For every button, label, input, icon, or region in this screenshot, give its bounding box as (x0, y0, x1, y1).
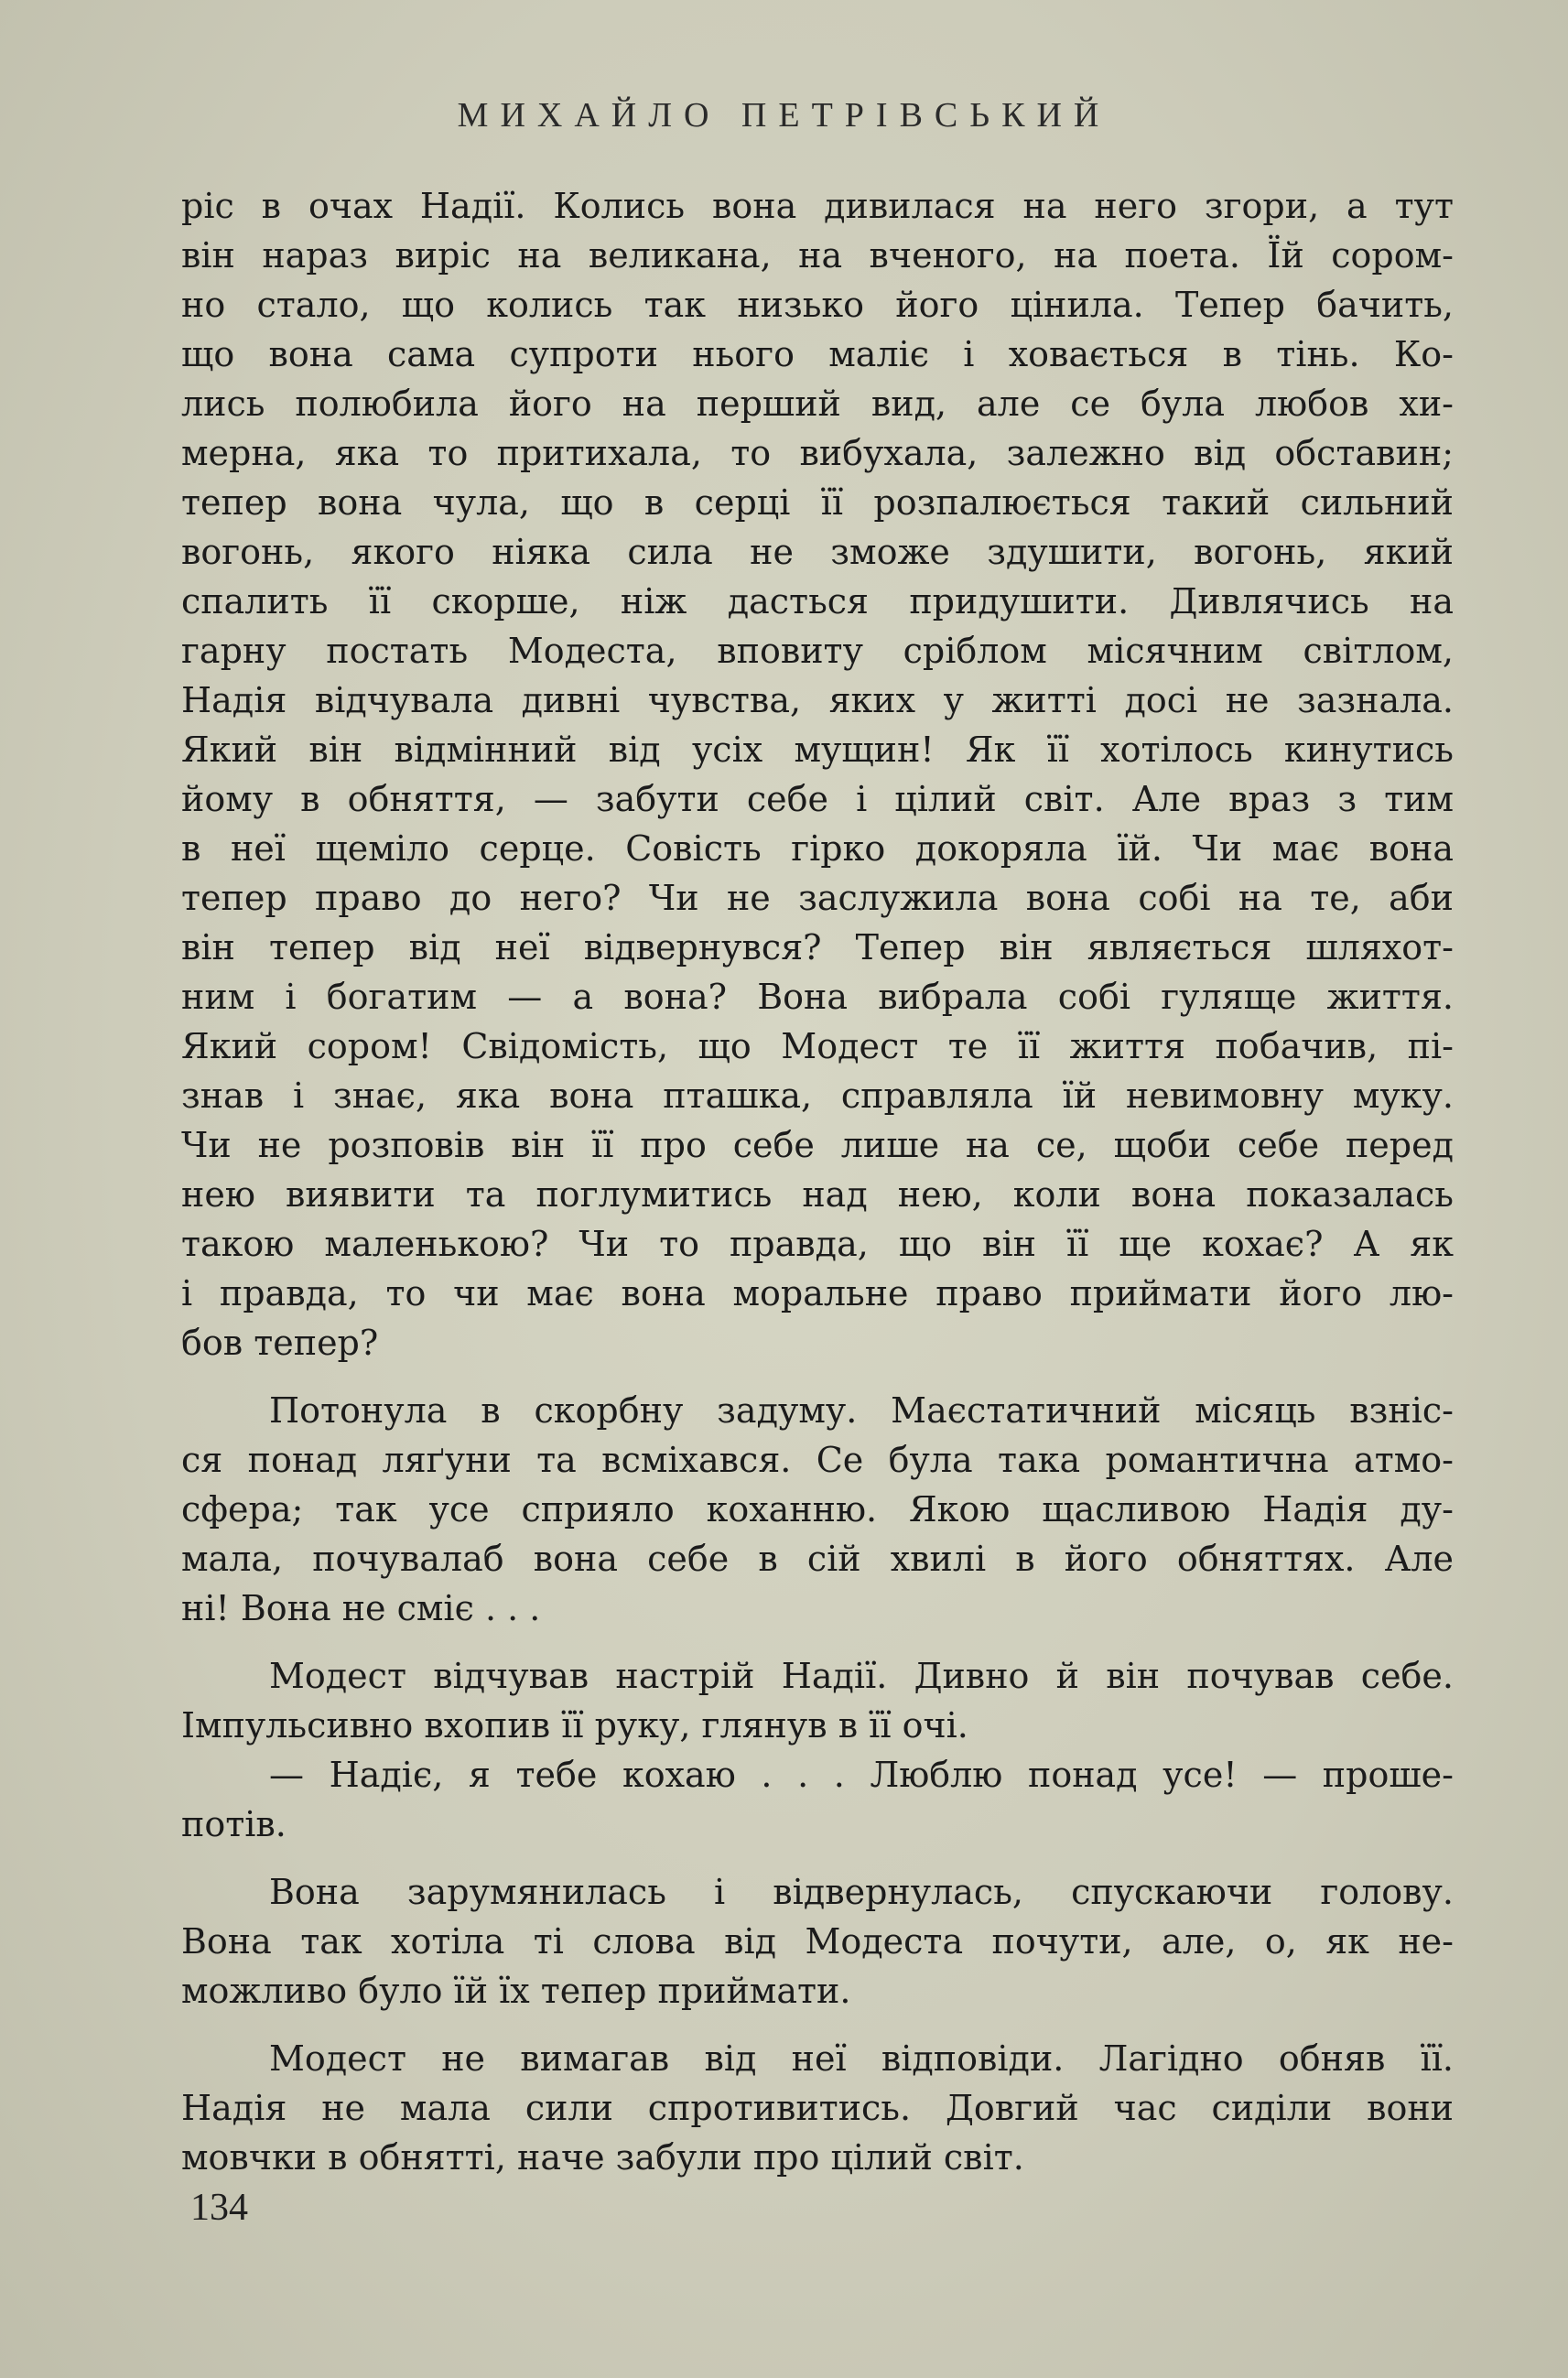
paragraph-6 (181, 2034, 1454, 2182)
text-line: Надія не мала сили спротивитись. Довгий час сиділи вони (181, 2088, 1454, 2128)
text-line: Модест відчував настрій Надії. Дивно й він почував себе. (269, 1656, 1454, 1696)
paragraph-2 (181, 1386, 1454, 1633)
text-line: лись полюбила його на перший вид, але се була любов хи- (181, 384, 1454, 424)
text-line: бов тепер? (181, 1323, 379, 1363)
text-line: і правда, то чи має вона моральне право приймати його лю- (181, 1273, 1454, 1313)
text-line: Потонула в скорбну задуму. Маєстатичний місяць взніс- (269, 1390, 1454, 1431)
text-line: Який він відмінний від усіх мущин! Як її хотілось кинутись (181, 730, 1454, 770)
text-line: Надія відчувала дивні чувства, яких у житті досі не зазнала. (181, 680, 1454, 720)
text-line: Імпульсивно вхопив її руку, глянув в її очі. (181, 1705, 968, 1746)
text-line: мала, почувалаб вона себе в сій хвилі в його обняттях. Але (181, 1539, 1454, 1579)
text-line: тепер вона чула, що в серці її розпалюється такий сильний (181, 482, 1454, 523)
text-line: в неї щеміло серце. Совість гірко докоряла їй. Чи має вона (181, 828, 1454, 869)
text-line: знав і знає, яка вона пташка, справляла їй невимовну муку. (181, 1076, 1454, 1116)
text-line: нею виявити та поглумитись над нею, коли вона показалась (181, 1174, 1454, 1215)
text-line: мерна, яка то притихала, то вибухала, залежно від обставин; (181, 433, 1454, 473)
text-line: ся понад ляґуни та всміхався. Се була така романтична атмо- (181, 1440, 1454, 1480)
text-line: ні! Вона не сміє . . . (181, 1588, 541, 1628)
page-number: 134 (190, 2187, 248, 2229)
text-line: тепер право до него? Чи не заслужила вона собі на те, аби (181, 878, 1454, 918)
text-line: — Надіє, я тебе кохаю . . . Люблю понад усе! — проше- (269, 1755, 1454, 1795)
text-line: можливо було їй їх тепер приймати. (181, 1971, 851, 2011)
text-line: йому в обняття, — забути себе і цілий світ. Але враз з тим (181, 779, 1454, 819)
text-line: Модест не вимагав від неї відповіди. Лагідно обняв її. (269, 2038, 1454, 2079)
paragraph-5 (181, 1867, 1454, 2016)
text-line: ним і богатим — а вона? Вона вибрала собі гуляще життя. (181, 977, 1454, 1017)
text-line: потів. (181, 1804, 287, 1844)
text-line: він нараз виріс на великана, на вченого, на поета. Їй сором- (181, 235, 1454, 276)
text-line: мовчки в обнятті, наче забули про цілий світ. (181, 2137, 1024, 2178)
text-line: спалить її скорше, ніж дасться придушити. Дивлячись на (181, 581, 1454, 622)
text-line: що вона сама супроти нього маліє і ховається в тінь. Ко- (181, 334, 1454, 374)
body-text (181, 181, 1454, 2182)
running-header: МИХАЙЛО ПЕТРІВСЬКИЙ (457, 96, 1111, 135)
text-line: він тепер від неї відвернувся? Тепер він являється шляхот- (181, 927, 1454, 967)
text-line: Вона так хотіла ті слова від Модеста почути, але, о, як не- (181, 1921, 1454, 1962)
text-line: вогонь, якого ніяка сила не зможе здушити, вогонь, який (181, 532, 1454, 572)
text-line: гарну постать Модеста, вповиту сріблом місячним світлом, (181, 631, 1454, 671)
text-line: Вона зарумянилась і відвернулась, спускаючи голову. (269, 1872, 1454, 1912)
paragraph-1 (181, 181, 1454, 1367)
text-line: Який сором! Свідомість, що Модест те її життя побачив, пі- (181, 1026, 1454, 1066)
paragraph-4-dialogue (181, 1750, 1454, 1849)
paragraph-3 (181, 1651, 1454, 1750)
text-line: сфера; так усе сприяло коханню. Якою щасливою Надія ду- (181, 1489, 1454, 1529)
text-line: Чи не розповів він її про себе лише на се, щоби себе перед (181, 1125, 1454, 1165)
text-line: но стало, що колись так низько його цінила. Тепер бачить, (181, 285, 1454, 325)
text-line: такою маленькою? Чи то правда, що він її ще кохає? А як (181, 1224, 1454, 1264)
text-line: ріс в очах Надії. Колись вона дивилася на него згори, а тут (181, 186, 1454, 226)
